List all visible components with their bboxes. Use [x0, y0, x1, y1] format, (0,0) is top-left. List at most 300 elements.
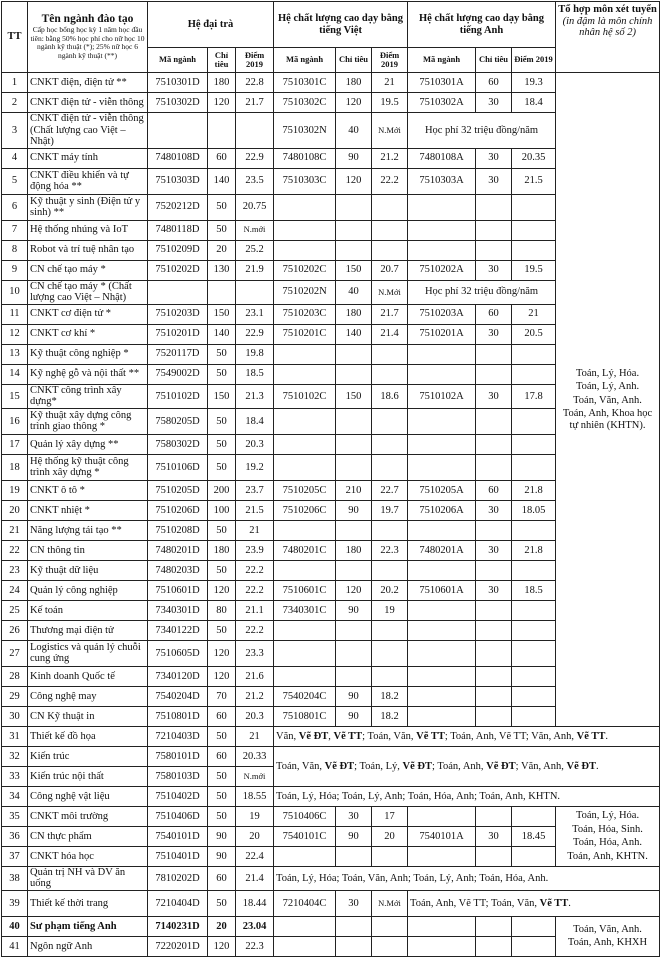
v-score-cell: 18.2: [372, 706, 408, 726]
m-score-cell: 21.2: [236, 686, 274, 706]
row-number: 10: [2, 280, 28, 304]
combo-group-c-item: Toán, Văn, Anh.: [573, 923, 642, 935]
m-quota-cell: 60: [208, 706, 236, 726]
row-number: 21: [2, 520, 28, 540]
e-code-cell: 7480108A: [408, 148, 476, 168]
v-code-cell: 7510102C: [274, 384, 336, 408]
program-name: Công nghệ vật liệu: [28, 786, 148, 806]
combo-group-b-item: Toán, Hóa, Anh.: [573, 837, 642, 849]
row-number: 28: [2, 666, 28, 686]
e-quota-cell: 60: [476, 480, 512, 500]
empty-cell: [512, 640, 556, 666]
row-number: 6: [2, 194, 28, 220]
header-tt: TT: [2, 2, 28, 73]
admission-table: [1, 1, 660, 957]
empty-cell: [512, 806, 556, 826]
header-code: Mã ngành: [148, 48, 208, 73]
v-score-cell: 17: [372, 806, 408, 826]
empty-cell: [372, 344, 408, 364]
v-score-cell: 20.7: [372, 260, 408, 280]
subject-bold: Vẽ TT: [416, 730, 445, 742]
m-code-cell: 7510203D: [148, 304, 208, 324]
empty-cell: [372, 364, 408, 384]
m-score-cell: 21.6: [236, 666, 274, 686]
table-row: [2, 726, 660, 746]
m-code-cell: 7549002D: [148, 364, 208, 384]
m-score-cell: 22.4: [236, 846, 274, 866]
program-name: CNKT máy tính: [28, 148, 148, 168]
empty-cell: [476, 408, 512, 434]
row-number: 12: [2, 324, 28, 344]
table-row: [2, 746, 660, 766]
empty-cell: [274, 620, 336, 640]
empty-cell: [336, 364, 372, 384]
e-score-cell: 19.3: [512, 73, 556, 93]
empty-cell: [512, 240, 556, 260]
program-name: Hệ thống kỹ thuật công trình xây dựng *: [28, 454, 148, 480]
row-number: 27: [2, 640, 28, 666]
m-score-cell: 23.04: [236, 916, 274, 936]
m-quota-cell: 140: [208, 168, 236, 194]
m-score-cell: 21.7: [236, 93, 274, 113]
program-name: Thiết kế đồ họa: [28, 726, 148, 746]
program-name: Kế toán: [28, 600, 148, 620]
program-name: Kỹ thuật xây dựng công trình giao thông *: [28, 408, 148, 434]
e-code-cell: 7510301A: [408, 73, 476, 93]
empty-cell: [408, 520, 476, 540]
program-name: CNKT điện, điện tử **: [28, 73, 148, 93]
header-hq-en: Hệ chất lượng cao dạy bằng tiếng Anh: [408, 2, 556, 48]
empty-cell: [408, 454, 476, 480]
empty-cell: [372, 916, 408, 936]
combo-group-b-item: Toán, Hóa, Sinh.: [572, 823, 643, 835]
subject-bold: Vẽ TT: [333, 730, 363, 742]
program-name: Quản lý xây dựng **: [28, 434, 148, 454]
e-score-cell: 21.8: [512, 540, 556, 560]
program-name: CNKT môi trường: [28, 806, 148, 826]
m-score-cell: 20.3: [236, 706, 274, 726]
m-code-cell: 7520212D: [148, 194, 208, 220]
row-number: 22: [2, 540, 28, 560]
v-code-cell: 7510203C: [274, 304, 336, 324]
program-name: CNKT công trình xây dựng*: [28, 384, 148, 408]
empty-cell: [512, 706, 556, 726]
empty-cell: [476, 560, 512, 580]
empty-cell: [274, 916, 336, 936]
row-number: 26: [2, 620, 28, 640]
m-quota-cell: 20: [208, 240, 236, 260]
row-number: 30: [2, 706, 28, 726]
combo-row-39: Toán, Anh, Vẽ TT; Toán, Văn, Vẽ TT.: [408, 890, 660, 916]
m-code-cell: 7510406D: [148, 806, 208, 826]
v-quota-cell: 90: [336, 706, 372, 726]
combo-group-b: [556, 806, 660, 866]
e-code-cell: 7510206A: [408, 500, 476, 520]
m-code-cell: 7580101D: [148, 746, 208, 766]
combo-group-a-item: Toán, Anh, Khoa học tự nhiên (KHTN).: [562, 408, 653, 431]
m-score-cell: 18.44: [236, 890, 274, 916]
m-code-cell: 7510205D: [148, 480, 208, 500]
row-number: 40: [2, 916, 28, 936]
v-code-cell: 7340301C: [274, 600, 336, 620]
empty-cell: [372, 640, 408, 666]
combo-row-38: Toán, Lý, Hóa; Toán, Văn, Anh; Toán, Lý, Anh; Toán, Hóa, Anh.: [274, 866, 660, 890]
empty-cell: [512, 434, 556, 454]
e-quota-cell: 30: [476, 168, 512, 194]
m-code-cell: 7480201D: [148, 540, 208, 560]
subject-bold: Vẽ ĐT: [566, 760, 596, 772]
e-score-cell: 20.35: [512, 148, 556, 168]
e-score-cell: 17.8: [512, 384, 556, 408]
m-score-cell: 20.3: [236, 434, 274, 454]
empty-cell: [274, 220, 336, 240]
program-name: Hệ thống nhúng và IoT: [28, 220, 148, 240]
m-quota-cell: 120: [208, 93, 236, 113]
empty-cell: [476, 936, 512, 956]
empty-cell: [236, 113, 274, 149]
header-score: Điểm 2019: [512, 48, 556, 73]
m-code-cell: 7340120D: [148, 666, 208, 686]
v-quota-cell: 40: [336, 113, 372, 149]
m-score-cell: 23.9: [236, 540, 274, 560]
row-number: 41: [2, 936, 28, 956]
program-name: Năng lượng tái tạo **: [28, 520, 148, 540]
empty-cell: [476, 640, 512, 666]
v-code-cell: 7480108C: [274, 148, 336, 168]
m-quota-cell: 50: [208, 620, 236, 640]
empty-cell: [274, 454, 336, 480]
m-score-cell: 22.9: [236, 324, 274, 344]
subject-bold: Vẽ ĐT: [486, 760, 516, 772]
m-score-cell: 20.75: [236, 194, 274, 220]
v-quota-cell: 150: [336, 260, 372, 280]
v-quota-cell: 120: [336, 580, 372, 600]
e-code-cell: 7510202A: [408, 260, 476, 280]
empty-cell: [476, 434, 512, 454]
v-quota-cell: 90: [336, 500, 372, 520]
m-score-cell: 22.8: [236, 73, 274, 93]
empty-cell: [408, 560, 476, 580]
v-score-cell: 19.5: [372, 93, 408, 113]
empty-cell: [476, 666, 512, 686]
e-score-cell: 21.5: [512, 168, 556, 194]
row-number: 34: [2, 786, 28, 806]
v-code-cell: 7510205C: [274, 480, 336, 500]
e-quota-cell: 30: [476, 148, 512, 168]
program-name: Quản trị NH và DV ăn uống: [28, 866, 148, 890]
empty-cell: [274, 434, 336, 454]
table-row: [2, 890, 660, 916]
v-quota-cell: 90: [336, 148, 372, 168]
row-number: 24: [2, 580, 28, 600]
program-name: Logistics và quản lý chuỗi cung ứng: [28, 640, 148, 666]
subject-bold: Vẽ ĐT: [324, 760, 355, 772]
program-name: CNKT ô tô *: [28, 480, 148, 500]
row-number: 3: [2, 113, 28, 149]
m-code-cell: 7510301D: [148, 73, 208, 93]
program-name: CNKT điện tử - viễn thông: [28, 93, 148, 113]
empty-cell: [512, 520, 556, 540]
empty-cell: [372, 936, 408, 956]
m-code-cell: 7340301D: [148, 600, 208, 620]
m-quota-cell: 100: [208, 500, 236, 520]
empty-cell: [336, 666, 372, 686]
m-score-cell: 23.3: [236, 640, 274, 666]
m-code-cell: 7510102D: [148, 384, 208, 408]
empty-cell: [336, 640, 372, 666]
row-number: 18: [2, 454, 28, 480]
empty-cell: [476, 240, 512, 260]
row-number: 14: [2, 364, 28, 384]
m-score-cell: 20: [236, 826, 274, 846]
header-program: [28, 2, 148, 73]
v-score-cell: N.Mới: [372, 113, 408, 149]
m-code-cell: 7510206D: [148, 500, 208, 520]
v-code-cell: 7510303C: [274, 168, 336, 194]
m-quota-cell: 50: [208, 786, 236, 806]
empty-cell: [476, 454, 512, 480]
m-quota-cell: 90: [208, 846, 236, 866]
row-number: 39: [2, 890, 28, 916]
m-quota-cell: 60: [208, 866, 236, 890]
v-score-cell: 21: [372, 73, 408, 93]
v-code-cell: 7510201C: [274, 324, 336, 344]
m-score-cell: 19.8: [236, 344, 274, 364]
program-name: CNKT nhiệt *: [28, 500, 148, 520]
m-score-cell: 18.55: [236, 786, 274, 806]
empty-cell: [408, 686, 476, 706]
empty-cell: [476, 846, 512, 866]
program-name: CNKT điện tử - viễn thông (Chất lượng cao Việt – Nhật): [28, 113, 148, 149]
empty-cell: [512, 686, 556, 706]
empty-cell: [408, 706, 476, 726]
e-code-cell: 7510102A: [408, 384, 476, 408]
program-name: Công nghệ may: [28, 686, 148, 706]
table-row: [2, 916, 660, 936]
m-score-cell: 22.2: [236, 580, 274, 600]
v-quota-cell: 120: [336, 168, 372, 194]
combo-row-32: Toán, Văn, Vẽ ĐT; Toán, Lý, Vẽ ĐT; Toán, Anh, Vẽ ĐT; Văn, Anh, Vẽ ĐT.: [274, 746, 660, 786]
empty-cell: [476, 620, 512, 640]
v-score-cell: 18.6: [372, 384, 408, 408]
m-quota-cell: 180: [208, 73, 236, 93]
empty-cell: [372, 560, 408, 580]
row-number: 16: [2, 408, 28, 434]
v-quota-cell: 90: [336, 686, 372, 706]
row-number: 15: [2, 384, 28, 408]
program-name: Thiết kế thời trang: [28, 890, 148, 916]
combo-group-a: [556, 73, 660, 727]
v-quota-cell: 150: [336, 384, 372, 408]
m-score-cell: 19: [236, 806, 274, 826]
m-quota-cell: 140: [208, 324, 236, 344]
empty-cell: [476, 344, 512, 364]
m-code-cell: 7510601D: [148, 580, 208, 600]
subject-bold: Vẽ ĐT: [298, 730, 329, 742]
program-name: Kỹ thuật dữ liệu: [28, 560, 148, 580]
m-quota-cell: 150: [208, 384, 236, 408]
empty-cell: [512, 408, 556, 434]
empty-cell: [336, 620, 372, 640]
empty-cell: [336, 520, 372, 540]
row-number: 7: [2, 220, 28, 240]
m-quota-cell: 60: [208, 148, 236, 168]
subject-bold: Vẽ TT: [576, 730, 606, 742]
m-quota-cell: 50: [208, 726, 236, 746]
row-number: 5: [2, 168, 28, 194]
m-quota-cell: 50: [208, 408, 236, 434]
e-code-cell: 7510205A: [408, 480, 476, 500]
m-quota-cell: 60: [208, 746, 236, 766]
e-code-cell: 7510203A: [408, 304, 476, 324]
empty-cell: [512, 364, 556, 384]
row-number: 20: [2, 500, 28, 520]
empty-cell: [372, 434, 408, 454]
table-row: [2, 866, 660, 890]
v-quota-cell: 180: [336, 304, 372, 324]
m-quota-cell: 20: [208, 916, 236, 936]
e-quota-cell: 30: [476, 580, 512, 600]
m-score-cell: 21: [236, 520, 274, 540]
m-score-cell: 25.2: [236, 240, 274, 260]
combo-row-34: Toán, Lý, Hóa; Toán, Lý, Anh; Toán, Hóa, Anh; Toán, Anh, KHTN.: [274, 786, 660, 806]
m-score-cell: 19.2: [236, 454, 274, 480]
m-code-cell: 7510208D: [148, 520, 208, 540]
combo-group-c-item: Toán, Anh, KHXH: [567, 937, 648, 949]
m-quota-cell: 180: [208, 540, 236, 560]
e-quota-cell: 30: [476, 324, 512, 344]
program-name: Sư phạm tiếng Anh: [28, 916, 148, 936]
row-number: 31: [2, 726, 28, 746]
v-quota-cell: 30: [336, 806, 372, 826]
empty-cell: [408, 434, 476, 454]
empty-cell: [512, 560, 556, 580]
m-quota-cell: 50: [208, 560, 236, 580]
header-program-note: Cấp học bổng học kỳ 1 năm học đầu tiên: bằng 50% học phí cho nữ học 10 ngành kỹ thuật (*); 25% nữ học 6 ngành kỹ thuật (**): [30, 25, 145, 60]
e-score-cell: 19.5: [512, 260, 556, 280]
m-code-cell: 7540101D: [148, 826, 208, 846]
e-score-cell: 18.05: [512, 500, 556, 520]
empty-cell: [372, 220, 408, 240]
m-score-cell: N.mới: [236, 220, 274, 240]
empty-cell: [408, 936, 476, 956]
v-quota-cell: 210: [336, 480, 372, 500]
subject-bold: Vẽ ĐT: [402, 760, 432, 772]
row-number: 36: [2, 826, 28, 846]
m-code-cell: 7580103D: [148, 766, 208, 786]
empty-cell: [512, 600, 556, 620]
empty-cell: [512, 916, 556, 936]
v-quota-cell: 180: [336, 73, 372, 93]
empty-cell: [408, 220, 476, 240]
v-code-cell: 7480201C: [274, 540, 336, 560]
table-body: [2, 73, 660, 957]
v-quota-cell: 140: [336, 324, 372, 344]
empty-cell: [274, 408, 336, 434]
combo-group-b-item: Toán, Anh, KHTN.: [567, 850, 648, 862]
program-name: CNKT cơ khí *: [28, 324, 148, 344]
v-score-cell: 18.2: [372, 686, 408, 706]
v-code-cell: 7210404C: [274, 890, 336, 916]
empty-cell: [336, 194, 372, 220]
empty-cell: [476, 806, 512, 826]
empty-cell: [274, 194, 336, 220]
empty-cell: [336, 408, 372, 434]
m-quota-cell: 130: [208, 260, 236, 280]
m-score-cell: 22.2: [236, 620, 274, 640]
program-name: CN thông tin: [28, 540, 148, 560]
row-number: 25: [2, 600, 28, 620]
empty-cell: [372, 240, 408, 260]
header-quota: Chỉ tiêu: [208, 48, 236, 73]
empty-cell: [336, 344, 372, 364]
m-score-cell: 22.3: [236, 936, 274, 956]
e-score-cell: 18.5: [512, 580, 556, 600]
e-quota-cell: 60: [476, 304, 512, 324]
m-quota-cell: 50: [208, 364, 236, 384]
fee-note: Học phí 32 triệu đồng/năm: [408, 280, 556, 304]
empty-cell: [476, 916, 512, 936]
empty-cell: [476, 706, 512, 726]
row-number: 11: [2, 304, 28, 324]
program-name: CNKT điều khiển và tự động hóa **: [28, 168, 148, 194]
combo-row-31: Văn, Vẽ ĐT, Vẽ TT; Toán, Văn, Vẽ TT; Toán, Anh, Vẽ TT; Văn, Anh, Vẽ TT.: [274, 726, 660, 746]
header-mass: Hệ đại trà: [148, 2, 274, 48]
empty-cell: [274, 936, 336, 956]
m-code-cell: 7210404D: [148, 890, 208, 916]
m-score-cell: 21: [236, 726, 274, 746]
empty-cell: [512, 194, 556, 220]
v-score-cell: 20.2: [372, 580, 408, 600]
m-quota-cell: 50: [208, 890, 236, 916]
m-code-cell: 7220201D: [148, 936, 208, 956]
row-number: 9: [2, 260, 28, 280]
empty-cell: [408, 806, 476, 826]
combo-group-b-item: Toán, Lý, Hóa.: [575, 810, 640, 822]
empty-cell: [408, 344, 476, 364]
v-score-cell: 22.7: [372, 480, 408, 500]
m-code-cell: 7510209D: [148, 240, 208, 260]
empty-cell: [372, 846, 408, 866]
v-code-cell: 7510302C: [274, 93, 336, 113]
m-code-cell: 7480118D: [148, 220, 208, 240]
m-code-cell: 7510201D: [148, 324, 208, 344]
empty-cell: [274, 666, 336, 686]
empty-cell: [274, 560, 336, 580]
empty-cell: [336, 936, 372, 956]
empty-cell: [476, 220, 512, 240]
subject-bold: Vẽ TT: [539, 897, 569, 909]
m-code-cell: 7480108D: [148, 148, 208, 168]
m-code-cell: 7580205D: [148, 408, 208, 434]
v-code-cell: 7510206C: [274, 500, 336, 520]
empty-cell: [274, 344, 336, 364]
v-score-cell: 22.3: [372, 540, 408, 560]
m-code-cell: 7510106D: [148, 454, 208, 480]
e-quota-cell: 30: [476, 500, 512, 520]
v-code-cell: 7510202N: [274, 280, 336, 304]
row-number: 13: [2, 344, 28, 364]
program-name: Kỹ nghệ gỗ và nội thất **: [28, 364, 148, 384]
program-name: Kỹ thuật y sinh (Điện tử y sinh) **: [28, 194, 148, 220]
m-quota-cell: 50: [208, 434, 236, 454]
empty-cell: [148, 113, 208, 149]
v-quota-cell: 120: [336, 93, 372, 113]
row-number: 37: [2, 846, 28, 866]
m-score-cell: 20.33: [236, 746, 274, 766]
m-quota-cell: 50: [208, 194, 236, 220]
empty-cell: [148, 280, 208, 304]
